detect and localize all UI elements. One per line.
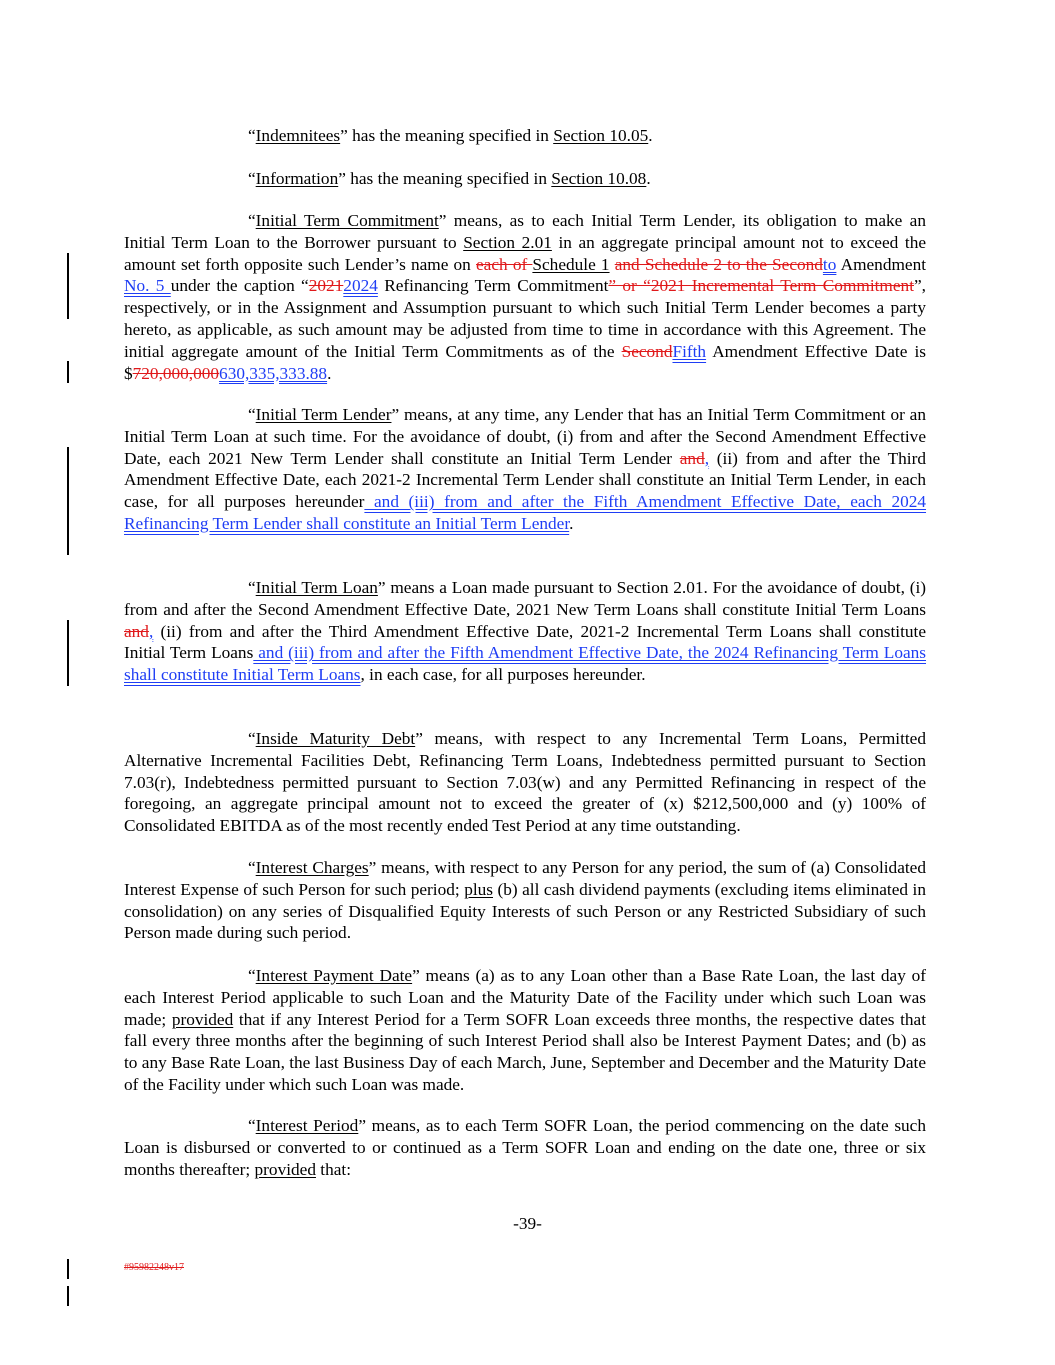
deleted-text: 2021 [308, 276, 344, 296]
definition-initial-term-loan: “Initial Term Loan” means a Loan made pursuant to Section 2.01. For the avoidance of doubt, (i) from and after the Second Amendment Effective Date, 2021 New Term Loans shall constitute Initial Term Loans and, (ii) from and after the Third Amendment Effective Date, 2021-2 Incremental Term Loans shall constitute Initial Term Loans and (iii) from and after the Fifth Amendment Effective Date, the 2024 Refinancing Term Loans shall constitute Initial Term Loans, in each case, for all purposes hereunder. [124, 578, 927, 685]
inserted-text: Fifth [672, 341, 707, 361]
defined-term: Initial Term Loan [255, 578, 378, 597]
defined-term: Indemnitees [255, 126, 341, 145]
change-bar [67, 447, 69, 555]
defined-term: Information [255, 169, 339, 188]
definition-inside-maturity-debt: “Inside Maturity Debt” means, with respect to any Incremental Term Loans, Permitted Alternative Incremental Facilities Debt, Refinancing Term Loans, Indebtedness permitted pursuant to Section 7.03(r), Indebtedness permitted pursuant to Section 7.03(w) and any Permitted Refinancing in respect of the foregoing, an aggregate principal amount not to exceed the greater of (x) $212,500,000 and (y) 100% of Consolidated EBITDA as of the most recently ended Test Period at any time outstanding. [124, 729, 926, 836]
page-number: -39- [513, 1214, 542, 1233]
deleted-text: 720,000,000 [132, 363, 220, 383]
defined-term: Interest Charges [255, 858, 369, 877]
inserted-text: and (iii) from and after the Fifth Amendment Effective Date, the 2024 Refinancing Term Loans shall constitute Initial Term Loans [124, 643, 926, 685]
deleted-text: and Schedule 2 to the Second [614, 254, 823, 274]
deleted-text: and [124, 621, 149, 641]
section-reference: Section 10.08 [551, 169, 647, 188]
definition-indemnitees: “Indemnitees” has the meaning specified in Section 10.05. [248, 126, 653, 145]
change-bar [67, 361, 69, 383]
definition-information: “Information” has the meaning specified in Section 10.08. [248, 169, 651, 188]
defined-term: Interest Period [255, 1116, 359, 1135]
section-reference: Section 2.01 [463, 232, 552, 252]
definition-interest-payment-date: “Interest Payment Date” means (a) as to any Loan other than a Base Rate Loan, the last day of each Interest Period applicable to such Loan and the Maturity Date of the Facility under which such Loan was made; provided that if any Interest Period for a Term SOFR Loan exceeds three months, the respective dates that fall every three months after the beginning of such Interest Period shall also be Interest Payment Dates; and (b) as to any Base Rate Loan, the last Business Day of each March, June, September and December and the Maturity Date of the Facility under which such Loan was made. [124, 966, 926, 1094]
inserted-text: 2024 [343, 276, 378, 296]
change-bar [67, 1286, 69, 1306]
definition-interest-charges: “Interest Charges” means, with respect to any Person for any period, the sum of (a) Consolidated Interest Expense of such Person for such period; plus (b) all cash dividend payments (excluding items eliminated in consolidation) on any series of Disqualified Equity Interests of such Person or any Restricted Subsidiary of such Person made during such period. [124, 858, 926, 943]
deleted-text: Second [621, 341, 673, 361]
inserted-text: and (iii) from and after the Fifth Amendment Effective Date, each 2024 Refinancing Term Lender shall constitute an Initial Term Lender [124, 492, 927, 533]
definition-interest-period: “Interest Period” means, as to each Term SOFR Loan, the period commencing on the date such Loan is disbursed or converted to or continued as a Term SOFR Loan and ending on the date one, three or six months thereafter; provided that: [124, 1116, 926, 1179]
deleted-text: each of [476, 254, 533, 274]
defined-term: Initial Term Lender [255, 405, 392, 424]
inserted-text: , [148, 621, 154, 641]
defined-term: Initial Term Commitment [255, 211, 439, 230]
inserted-text: to [822, 254, 837, 274]
emphasis-plus: plus [464, 879, 493, 899]
deleted-text: ” or “2021 Incremental Term Commitment [608, 276, 914, 296]
deleted-text: and [679, 448, 705, 468]
section-reference: Section 10.05 [553, 126, 649, 145]
definition-initial-term-lender: “Initial Term Lender” means, at any time, any Lender that has an Initial Term Commitment or an Initial Term Loan at such time. For the avoidance of doubt, (i) from and after the Second Amendment Effective Date, each 2021 New Term Lender shall constitute an Initial Term Lender and, (ii) from and after the Third Amendment Effective Date, each 2021-2 Incremental Term Lender shall constitute an Initial Term Lender, in each case, for all purposes hereunder and (iii) from and after the Fifth Amendment Effective Date, each 2024 Refinancing Term Lender shall constitute an Initial Term Lender. [124, 405, 927, 533]
emphasis-provided: provided [171, 1009, 234, 1029]
inserted-text: 630,335,333.88 [219, 363, 328, 383]
inserted-text: No. 5 [124, 276, 171, 296]
change-bar [67, 620, 69, 686]
defined-term: Interest Payment Date [255, 966, 413, 985]
document-id: #95982248v17 [124, 1262, 184, 1273]
definition-initial-term-commitment: “Initial Term Commitment” means, as to each Initial Term Lender, its obligation to make an Initial Term Loan to the Borrower pursuant to Section 2.01 in an aggregate principal amount not to exceed the amount set forth opposite such Lender’s name on each of Schedule 1 and Schedule 2 to the Secondto Amendment No. 5 under the caption “20212024 Refinancing Term Commitment” or “2021 Incremental Term Commitment”, respectively, or in the Assignment and Assumption pursuant to which such Initial Term Lender becomes a party hereto, as applicable, as such amount may be adjusted from time to time in accordance with this Agreement. The initial aggregate amount of the Initial Term Commitments as of the SecondFifth Amendment Effective Date is $720,000,000630,335,333.88. [124, 211, 927, 383]
inserted-text: , [704, 448, 710, 468]
emphasis-provided: provided [254, 1159, 316, 1179]
change-bar [67, 1259, 69, 1279]
defined-term: Inside Maturity Debt [255, 729, 416, 748]
change-bar [67, 253, 69, 319]
schedule-reference: Schedule 1 [532, 254, 610, 274]
